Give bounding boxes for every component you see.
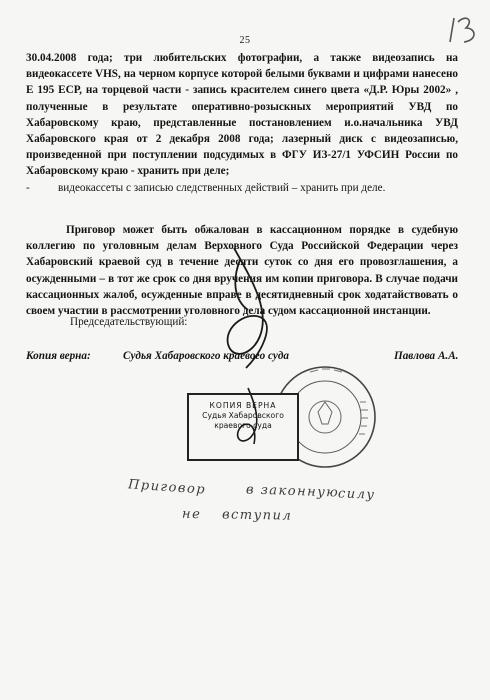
stamp-signature: [230, 386, 270, 452]
handwritten-note-word: не: [181, 506, 202, 523]
evidence-paragraph: [26, 50, 458, 196]
stamp-line-3: краевого суда: [214, 421, 272, 430]
handwritten-note-word: Приговор: [127, 477, 207, 498]
page-number: 25: [239, 35, 251, 46]
copy-certification-line: [26, 350, 466, 362]
stamp-line-1: КОПИЯ ВЕРНА: [209, 401, 277, 410]
bullet-text: видеокассеты с записью следственных действий – хранить при деле.: [58, 181, 386, 194]
chairman-label: Председательствующий:: [70, 316, 188, 328]
judge-name: Павлова А.А.: [394, 350, 459, 362]
judge-title: Судья Хабаровского краевого суда: [123, 350, 289, 362]
handwritten-page-mark: [446, 14, 486, 46]
copy-label: Копия верна:: [26, 350, 91, 362]
handwritten-note-word: в законную: [245, 482, 340, 501]
appeal-paragraph: Приговор может быть обжалован в кассационном порядке в судебную коллегию по уголовным делам Верховного Суда Российской Федерации через Хабаровский краевой суд в течение десяти суток со дня его провозглашения, а осужденными – в тот же срок со дня вручения им копии приговора. В случае подачи кассационных жалоб, осужденные вправе в десятидневный срок ходатайствовать о своем участии в рассмотрении уголовного дела судом кассационной инстанции.: [26, 224, 458, 318]
evidence-text: 30.04.2008 года; три любительских фотографии, а также видеозапись на видеокассете VHS, на черном корпусе которой белыми буквами и цифрами нанесено Е 195 ЕСР, на торцевой части - запись красителем синего цвета «Д.Р. Юры 2002» , полученные в результате оперативно-розыскных мероприятий УВД по Хабаровскому краю, представленные постановлением и.о.начальника УВД Хабаровского края от 2 декабря 2008 года; лазерный диск с видеозаписью, произведенной при поступлении подсудимых в ФГУ ИЗ-27/1 УФСИН России по Хабаровскому краю - хранить при деле;: [26, 52, 458, 178]
handwritten-note-word: вступил: [221, 507, 293, 524]
stamp-line-2: Судья Хабаровского: [202, 411, 284, 420]
evidence-bullet: [26, 180, 458, 196]
bullet-dash: -: [26, 181, 30, 194]
handwritten-note-word: силу: [337, 486, 376, 503]
